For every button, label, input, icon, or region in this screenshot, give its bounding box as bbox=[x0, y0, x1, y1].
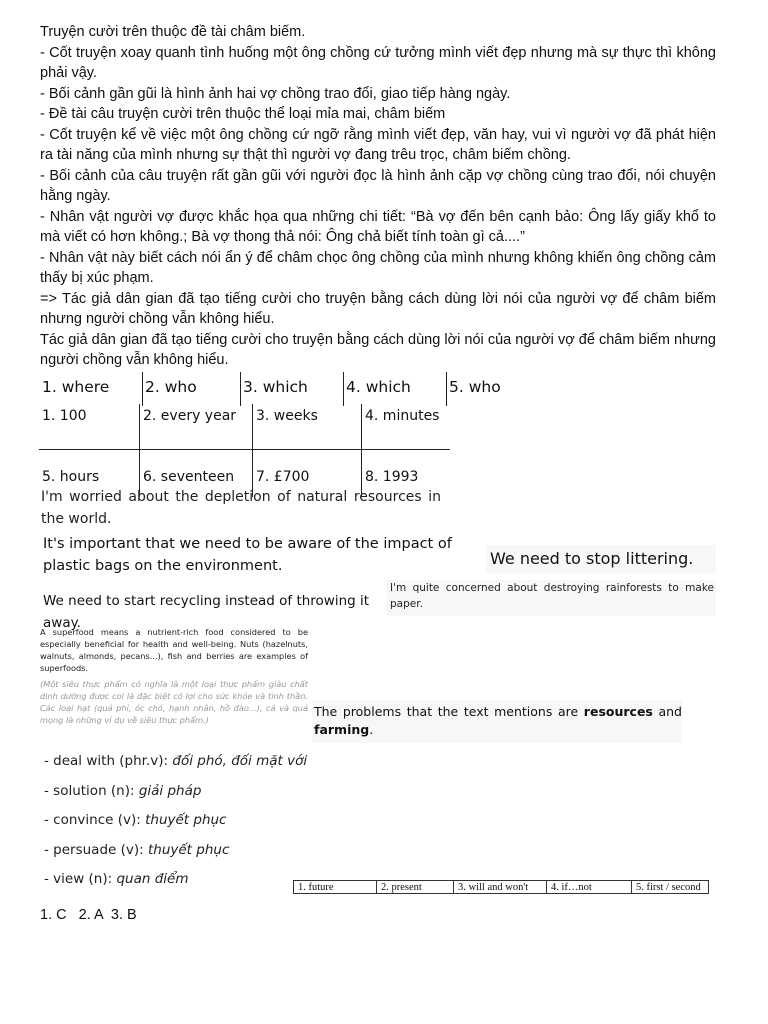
paragraph: - Bối cảnh của câu truyện rất gần gũi với người đọc là hình ảnh cặp vợ chồng cùng trao đổi, nói chuyện hằng ngày. bbox=[40, 167, 716, 204]
vocab-term: - deal with (phr.v): bbox=[44, 753, 173, 769]
answer-cell: 5. who bbox=[449, 378, 501, 396]
vocab-meaning: thuyết phục bbox=[145, 812, 227, 828]
table-cell: 5. first / second bbox=[632, 881, 709, 894]
table-cell: 1. future bbox=[294, 881, 377, 894]
table-cell: 6. seventeen bbox=[140, 450, 253, 498]
vocab-term: - convince (v): bbox=[44, 812, 146, 828]
vocabulary-list bbox=[44, 747, 307, 895]
table-row bbox=[294, 881, 709, 894]
vocab-item bbox=[44, 836, 307, 866]
table-cell: 2. every year bbox=[140, 404, 253, 450]
paragraph: => Tác giả dân gian đã tạo tiếng cười cho truyện bằng cách dùng lời nói của người vợ để châm biếm nhưng người chồng vẫn không hiểu. bbox=[40, 290, 716, 327]
table-cell: 3. weeks bbox=[253, 404, 362, 450]
keyword-farming: farming bbox=[314, 722, 370, 737]
vocab-term: - view (n): bbox=[44, 871, 117, 887]
analysis-text bbox=[40, 22, 716, 371]
paragraph: - Đề tài câu truyện cười trên thuộc thể loại mỉa mai, châm biếm bbox=[40, 106, 446, 122]
sentence-recycling: We need to start recycling instead of throwing it away. bbox=[43, 593, 370, 631]
grammar-answers-table bbox=[293, 880, 709, 894]
sentence-concerned: I'm quite concerned about destroying rainforests to make paper. bbox=[386, 580, 716, 616]
keyword-resources: resources bbox=[583, 704, 653, 719]
vocab-meaning: quan điểm bbox=[116, 871, 189, 887]
table-cell: 3. will and won't bbox=[454, 881, 547, 894]
answer-cell: 4. which bbox=[344, 372, 447, 406]
table-cell: 7. £700 bbox=[253, 450, 362, 498]
sentence-worried: I'm worried about the depletion of natural resources in the world. bbox=[41, 489, 441, 527]
answer-cell: 1. where bbox=[40, 372, 143, 406]
table-cell: 4. minutes bbox=[362, 404, 451, 450]
table-cell: 5. hours bbox=[42, 468, 100, 485]
superfood-definition bbox=[40, 626, 308, 726]
paragraph: - Nhân vật này biết cách nói ẩn ý để châm chọc ông chồng của mình nhưng không khiến ông chồng cảm thấy bị xúc phạm. bbox=[40, 249, 716, 286]
paragraph: - Cốt truyện kể về việc một ông chồng cứ ngỡ rằng mình viết đẹp, văn hay, vui vì người vợ đã phát hiện ra tài năng của mình nhưng sự thật thì người vợ đang trêu trọc, châm biếm chồng. bbox=[40, 126, 716, 163]
vocab-term: - persuade (v): bbox=[44, 841, 148, 858]
table-cell: 2. present bbox=[377, 881, 454, 894]
number-answers-table bbox=[39, 404, 450, 497]
problems-text: and bbox=[652, 704, 682, 719]
paragraph: Truyện cười trên thuộc đề tài châm biếm. bbox=[40, 24, 306, 40]
problems-answer bbox=[312, 700, 682, 743]
superfood-vietnamese: (Một siêu thực phẩm có nghĩa là một loại thực phẩm giàu chất dinh dưỡng được coi là đặc biệt có lợi cho sức khỏe và tinh thần. Các loại hạt (quả phỉ, óc chó, hạnh nhân, hồ đào...), cá và quả mọng là những ví dụ về siêu thực phẩm.) bbox=[40, 679, 308, 725]
paragraph: Tác giả dân gian đã tạo tiếng cười cho truyện bằng cách dùng lời nói của người vợ để châm biếm nhưng người chồng vẫn không hiểu. bbox=[40, 331, 716, 368]
vocab-meaning: đối phó, đối mặt với bbox=[172, 753, 308, 769]
vocab-term: - solution (n): bbox=[44, 782, 139, 799]
table-cell: 4. if…not bbox=[547, 881, 632, 894]
problems-text: The problems that the text mentions are bbox=[314, 704, 584, 719]
sentence-important: It's important that we need to be aware of the impact of plastic bags on the environment. bbox=[43, 536, 452, 574]
paragraph: - Cốt truyện xoay quanh tình huống một ông chồng cứ tưởng mình viết đẹp nhưng mà sự thực thì không phải vậy. bbox=[40, 44, 716, 81]
superfood-english: A superfood means a nutrient-rich food considered to be especially beneficial for health and well-being. Nuts (hazelnuts, walnuts, almonds, pecans...), fish and berries are examples of superfoods. bbox=[40, 627, 308, 673]
vocab-meaning: giải pháp bbox=[138, 782, 202, 799]
paragraph: - Bối cảnh gần gũi là hình ảnh hai vợ chồng trao đổi, giao tiếp hàng ngày. bbox=[40, 85, 511, 102]
table-row bbox=[39, 404, 450, 450]
sentence-stop: We need to stop littering. bbox=[486, 545, 716, 573]
table-cell: 1. 100 bbox=[39, 404, 140, 450]
paragraph: - Nhân vật người vợ được khắc họa qua những chi tiết: “Bà vợ đến bên cạnh bảo: Ông lấy giấy khổ to mà viết có hơn không.; Bà vợ thong thả nói: Ông chả biết tính toàn gì cả....” bbox=[40, 208, 716, 245]
vocab-meaning: thuyết phục bbox=[147, 841, 230, 858]
problems-text: . bbox=[369, 722, 374, 737]
relative-answers-row bbox=[40, 372, 525, 406]
table-cell: 8. 1993 bbox=[362, 450, 451, 498]
vocab-item bbox=[44, 806, 307, 836]
final-answers: 1. C 2. A 3. B bbox=[40, 907, 137, 923]
vocab-item bbox=[44, 747, 307, 777]
answer-cell: 2. who bbox=[143, 372, 241, 406]
answer-cell: 3. which bbox=[241, 372, 344, 406]
vocab-item bbox=[44, 777, 307, 807]
vocab-item bbox=[44, 865, 307, 895]
